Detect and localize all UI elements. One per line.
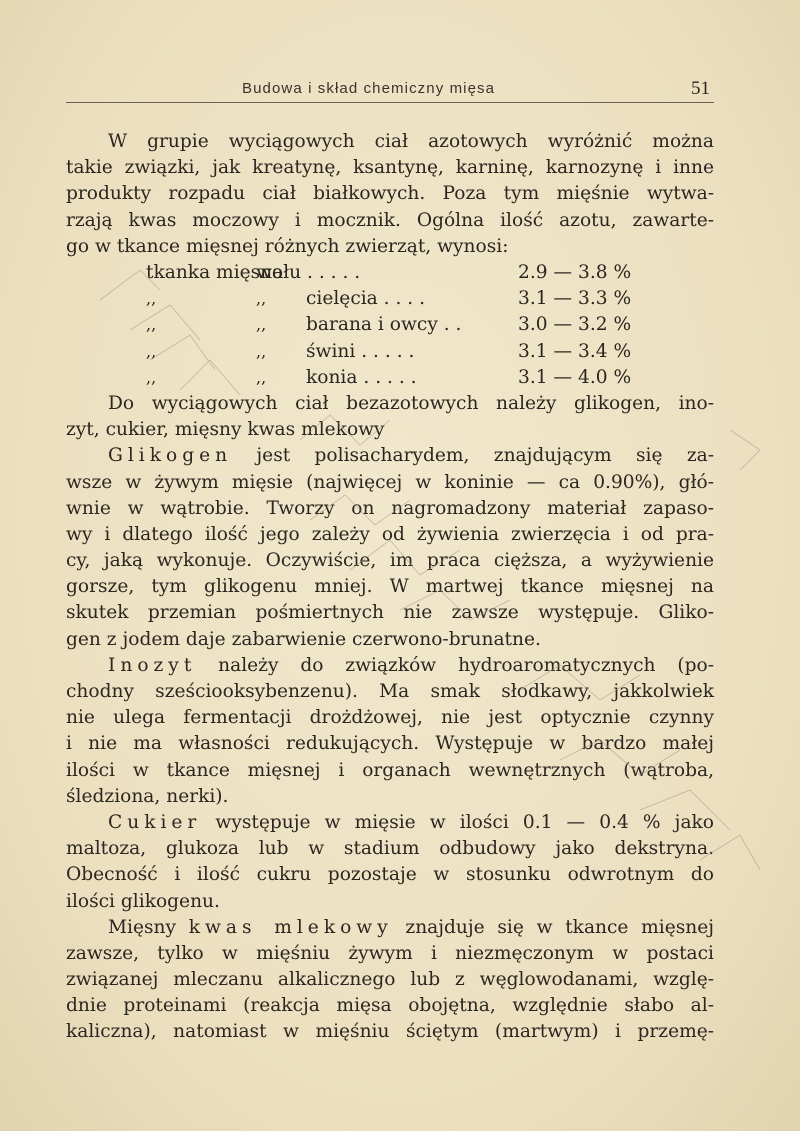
page-number: 51 [691, 78, 710, 99]
term-glycogen: Glikogen [108, 445, 233, 467]
range-cell: 3.1 — 4.0 % [518, 366, 632, 388]
text-line [66, 443, 714, 469]
body-text [66, 129, 714, 1046]
table-row [66, 339, 714, 365]
text-line: skutek przemian pośmiertnych nie zawsze występuje. Gliko- [66, 602, 714, 624]
table-row [66, 312, 714, 338]
paragraph-inositol [66, 653, 714, 810]
paragraph-sugar [66, 810, 714, 915]
text-line: go w tkance mięsnej różnych zwierząt, wynosi: [66, 235, 509, 257]
text-line: maltoza, glukoza lub w stadium odbudowy jako dekstryna. [66, 838, 714, 860]
text-fragment: należy do związków hydroaromatycznych (po- [196, 654, 714, 676]
text-line: rzają kwas moczowy i mocznik. Ogólna ilość azotu, zawarte- [66, 209, 714, 231]
text-line: gen z jodem daje zabarwienie czerwono-brunatne. [66, 628, 541, 650]
text-line: W grupie wyciągowych ciał azotowych wyróżnić można [108, 131, 714, 152]
text-line: ilości w tkance mięsnej i organach wewnętrznych (wątroba, [66, 759, 714, 781]
ditto-mark: ,, [146, 315, 157, 335]
table-row [66, 260, 714, 286]
text-line: wsze w żywym mięsie (najwięcej w koninie — ca 0.90%), głó- [66, 471, 714, 493]
text-line: takie związki, jak kreatynę, ksantynę, karninę, karnozynę i inne [66, 157, 714, 179]
range-cell: 2.9 — 3.8 % [518, 261, 632, 283]
text-line: związanej mleczanu alkalicznego lub z węglowodanami, wzglę- [66, 969, 714, 991]
page-header [66, 78, 714, 103]
paragraph-nonnitrogen [66, 391, 714, 443]
pencil-mark [730, 430, 760, 470]
text-line [66, 653, 714, 679]
text-line: Obecność i ilość cukru pozostaje w stosunku odwrotnym do [66, 864, 714, 886]
text-line: śledziona, nerki). [66, 785, 229, 807]
nitrogen-table [66, 260, 714, 391]
text-line: dnie proteinami (reakcja mięsa obojętna, względnie słabo al- [66, 995, 714, 1017]
table-row [66, 286, 714, 312]
text-line: kaliczna), natomiast w mięśniu ściętym (martwym) i przemę- [66, 1021, 714, 1043]
range-cell: 3.1 — 3.4 % [518, 340, 632, 362]
text-fragment: znajduje się w tkance mięsnej [392, 916, 714, 938]
text-fragment: występuje w mięsie w ilości 0.1 — 0.4 % jako [201, 811, 714, 833]
text-line: zyt, cukier, mięsny kwas mlekowy [66, 419, 385, 441]
text-line: nie ulega fermentacji drożdżowej, nie jest optycznie czynny [66, 707, 714, 729]
text-line: Do wyciągowych ciał bezazotowych należy glikogen, ino- [108, 392, 714, 414]
text-line: wnie w wątrobie. Tworzy on nagromadzony materiał zapaso- [66, 497, 714, 519]
paragraph-glycogen [66, 443, 714, 653]
text-line: chodny sześciooksybenzenu). Ma smak słodkawy, jakkolwiek [66, 681, 714, 702]
text-line [66, 810, 714, 836]
table-row [66, 365, 714, 391]
text-line: i nie ma własności redukujących. Występuje w bardzo małej [66, 733, 714, 755]
paragraph-lactic-acid [66, 915, 714, 1046]
animal-cell: barana i owcy . . [306, 314, 462, 336]
term-sugar: Cukier [108, 811, 202, 833]
paragraph-intro [66, 129, 714, 260]
term-lactic-acid: kwas mlekowy [188, 916, 393, 938]
animal-cell: wołu . . . . . [256, 261, 361, 283]
ditto-mark: ,, [146, 289, 157, 309]
animal-cell: cielęcia . . . . [306, 288, 426, 310]
range-cell: 3.0 — 3.2 % [518, 314, 632, 336]
animal-cell: świni . . . . . [306, 340, 415, 362]
ditto-mark: ,, [146, 341, 157, 361]
running-title: Budowa i skład chemiczny mięsa [242, 80, 496, 97]
text-line: produkty rozpadu ciał białkowych. Poza tym mięśnie wytwa- [66, 183, 714, 205]
tissue-cell: tkanka mięsna [146, 261, 284, 283]
text-line: cy, jaką wykonuje. Oczywiście, im praca cięższa, a wyżywienie [66, 550, 714, 572]
text-line: zawsze, tylko w mięśniu żywym i niezmęczonym w postaci [66, 942, 714, 964]
ditto-mark: ,, [256, 367, 267, 387]
ditto-mark: ,, [256, 341, 267, 361]
range-cell: 3.1 — 3.3 % [518, 288, 632, 310]
animal-cell: konia . . . . . [306, 366, 417, 388]
term-inositol: Inozyt [108, 654, 197, 676]
text-line: wy i dlatego ilość jego zależy od żywienia zwierzęcia i od pra- [66, 523, 714, 545]
text-line [66, 915, 714, 941]
text-fragment: Mięsny [108, 916, 189, 938]
text-line: gorsze, tym glikogenu mniej. W martwej tkance mięsnej na [66, 576, 714, 598]
text-line: ilości glikogenu. [66, 890, 220, 912]
ditto-mark: ,, [256, 289, 267, 309]
text-fragment: jest polisacharydem, znajdującym się za- [232, 445, 714, 467]
ditto-mark: ,, [146, 367, 157, 387]
ditto-mark: ,, [256, 315, 267, 335]
